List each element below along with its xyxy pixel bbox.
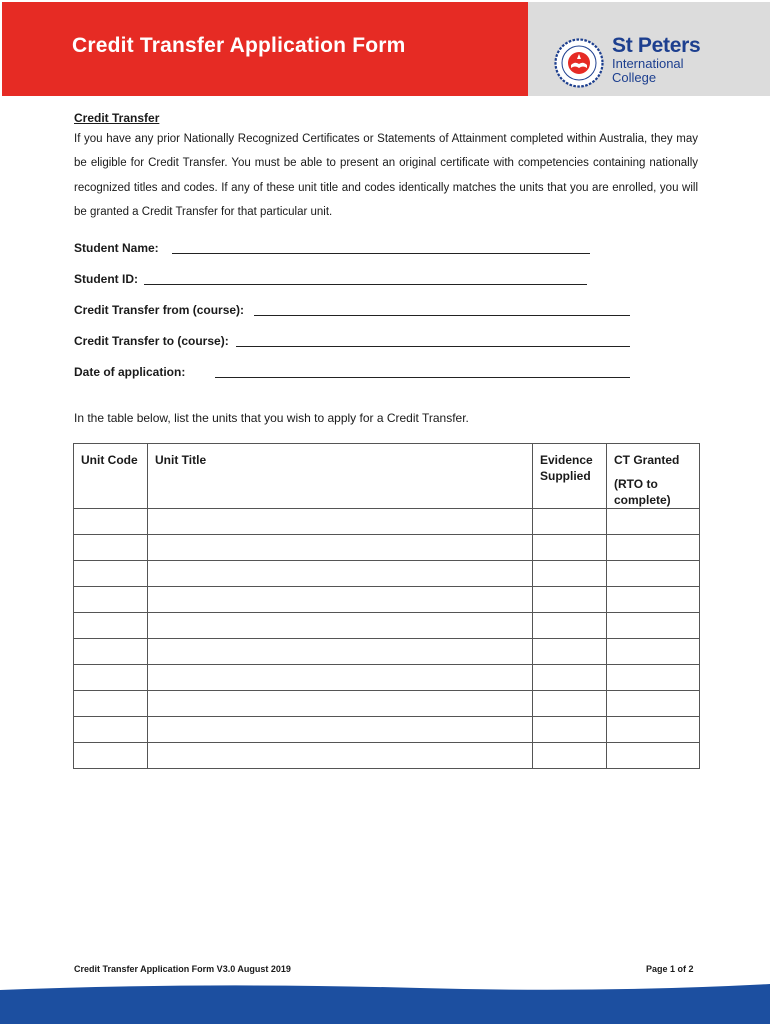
units-table-body xyxy=(74,509,700,769)
college-name-line-1: International xyxy=(612,56,684,71)
ct-granted-cell[interactable] xyxy=(607,613,700,639)
unit-title-header: Unit Title xyxy=(148,444,533,509)
table-row xyxy=(74,535,700,561)
unit-title-cell[interactable] xyxy=(148,613,533,639)
date-of-application-field[interactable] xyxy=(74,365,634,383)
unit-title-cell[interactable] xyxy=(148,743,533,769)
unit-code-cell[interactable] xyxy=(74,665,148,691)
table-row xyxy=(74,639,700,665)
evidence-supplied-cell[interactable] xyxy=(533,561,607,587)
unit-title-cell[interactable] xyxy=(148,691,533,717)
college-seal-logo-icon xyxy=(554,38,604,88)
ct-granted-header xyxy=(607,444,700,509)
student-name-field[interactable] xyxy=(74,241,594,259)
table-instructions: In the table below, list the units that you wish to apply for a Credit Transfer. xyxy=(74,411,469,425)
student-name-label: Student Name: xyxy=(74,241,159,255)
college-name-main: St Peters xyxy=(612,34,701,57)
intro-paragraph: If you have any prior Nationally Recognized Certificates or Statements of Attainment completed within Australia, they may be eligible for Credit Transfer. You must be able to present an original certificate with competencies containing nationally recognized titles and codes. If any of these unit title and codes identically matches the units that you are enrolled, you will be granted a Credit Transfer for that particular unit. xyxy=(74,133,698,218)
unit-code-cell[interactable] xyxy=(74,717,148,743)
units-table-header-row xyxy=(74,444,700,509)
unit-title-cell[interactable] xyxy=(148,665,533,691)
unit-title-cell[interactable] xyxy=(148,717,533,743)
ct-granted-title: CT Granted xyxy=(614,453,680,467)
student-id-label: Student ID: xyxy=(74,272,138,286)
unit-title-cell[interactable] xyxy=(148,561,533,587)
ct-granted-cell[interactable] xyxy=(607,717,700,743)
unit-title-cell[interactable] xyxy=(148,639,533,665)
credit-transfer-to-line[interactable] xyxy=(236,346,630,347)
student-id-field[interactable] xyxy=(74,272,594,290)
ct-granted-cell[interactable] xyxy=(607,509,700,535)
student-name-line[interactable] xyxy=(172,253,590,254)
credit-transfer-to-label: Credit Transfer to (course): xyxy=(74,334,229,348)
unit-title-cell[interactable] xyxy=(148,509,533,535)
footer-page-number: Page 1 of 2 xyxy=(646,964,694,974)
table-row xyxy=(74,691,700,717)
evidence-supplied-cell[interactable] xyxy=(533,613,607,639)
page-header xyxy=(0,0,770,96)
unit-code-cell[interactable] xyxy=(74,639,148,665)
evidence-supplied-cell[interactable] xyxy=(533,691,607,717)
credit-transfer-from-field[interactable] xyxy=(74,303,634,321)
unit-title-cell[interactable] xyxy=(148,535,533,561)
credit-transfer-from-label: Credit Transfer from (course): xyxy=(74,303,245,317)
evidence-supplied-header: Evidence Supplied xyxy=(533,444,607,509)
unit-code-cell[interactable] xyxy=(74,691,148,717)
unit-title-cell[interactable] xyxy=(148,587,533,613)
footer-document-version: Credit Transfer Application Form V3.0 August 2019 xyxy=(74,964,291,974)
evidence-supplied-cell[interactable] xyxy=(533,665,607,691)
college-name-line-2: College xyxy=(612,70,657,85)
unit-code-cell[interactable] xyxy=(74,561,148,587)
ct-granted-cell[interactable] xyxy=(607,535,700,561)
unit-code-cell[interactable] xyxy=(74,587,148,613)
units-table xyxy=(73,443,700,769)
date-of-application-label: Date of application: xyxy=(74,365,186,379)
table-row xyxy=(74,665,700,691)
credit-transfer-to-field[interactable] xyxy=(74,334,634,352)
unit-code-cell[interactable] xyxy=(74,509,148,535)
evidence-supplied-cell[interactable] xyxy=(533,743,607,769)
footer-wave-band xyxy=(0,982,770,1024)
college-name xyxy=(612,35,700,84)
ct-granted-note: (RTO to complete) xyxy=(614,477,671,507)
table-row xyxy=(74,743,700,769)
unit-code-header: Unit Code xyxy=(74,444,148,509)
unit-code-cell[interactable] xyxy=(74,743,148,769)
unit-code-cell[interactable] xyxy=(74,613,148,639)
form-title: Credit Transfer Application Form xyxy=(72,34,406,57)
ct-granted-cell[interactable] xyxy=(607,639,700,665)
evidence-supplied-cell[interactable] xyxy=(533,509,607,535)
ct-granted-cell[interactable] xyxy=(607,561,700,587)
evidence-supplied-cell[interactable] xyxy=(533,587,607,613)
ct-granted-cell[interactable] xyxy=(607,665,700,691)
evidence-supplied-cell[interactable] xyxy=(533,717,607,743)
unit-code-cell[interactable] xyxy=(74,535,148,561)
ct-granted-cell[interactable] xyxy=(607,691,700,717)
evidence-supplied-cell[interactable] xyxy=(533,535,607,561)
student-id-line[interactable] xyxy=(144,284,587,285)
table-row xyxy=(74,613,700,639)
table-row xyxy=(74,587,700,613)
ct-granted-cell[interactable] xyxy=(607,743,700,769)
table-row xyxy=(74,717,700,743)
date-of-application-line[interactable] xyxy=(215,377,630,378)
section-title: Credit Transfer xyxy=(74,111,160,125)
credit-transfer-from-line[interactable] xyxy=(254,315,630,316)
table-row xyxy=(74,509,700,535)
table-row xyxy=(74,561,700,587)
evidence-supplied-cell[interactable] xyxy=(533,639,607,665)
ct-granted-cell[interactable] xyxy=(607,587,700,613)
